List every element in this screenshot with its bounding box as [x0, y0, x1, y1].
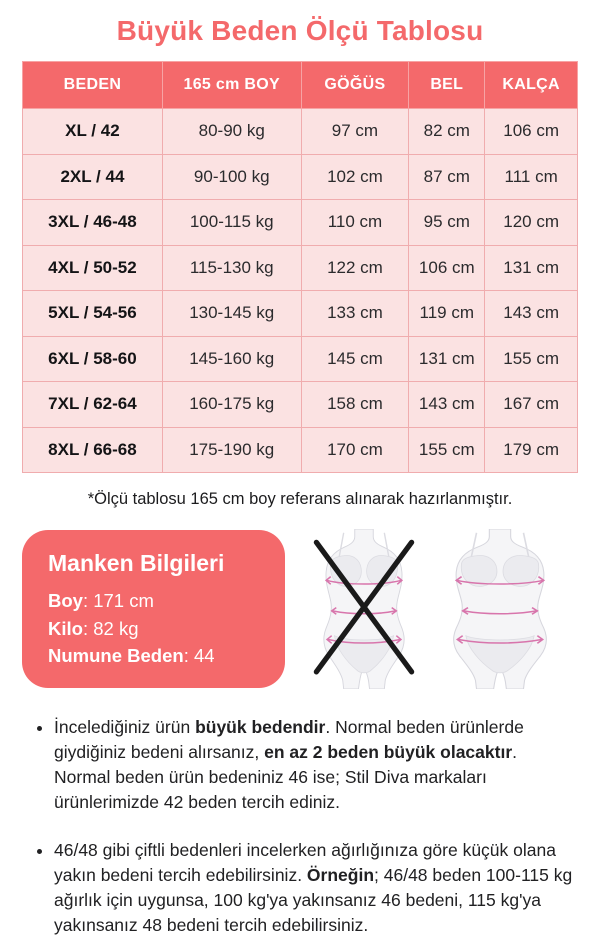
- model-info-field: [48, 642, 259, 670]
- field-value: : 82 kg: [82, 617, 139, 639]
- field-value: : 44: [183, 645, 215, 667]
- note-text-segment: . Normal beden ürün bedeniniz 46 ise; Stil Diva markaları ürünlerimizde 42 beden tercih ediniz.: [54, 741, 517, 812]
- measurement-cell: 95 cm: [409, 200, 485, 246]
- measurement-cell: 133 cm: [301, 291, 409, 337]
- note-text-segment: Örneğin: [306, 865, 375, 886]
- size-cell: 7XL / 62-64: [23, 382, 163, 428]
- field-label: Boy: [48, 589, 83, 611]
- size-chart-body: [23, 109, 578, 473]
- table-row: [23, 336, 578, 382]
- table-row: [23, 109, 578, 155]
- note-text-segment: İncelediğiniz ürün: [54, 717, 196, 737]
- table-row: [23, 382, 578, 428]
- model-info-card: [22, 530, 285, 688]
- size-cell: 2XL / 44: [23, 154, 163, 200]
- table-row: [23, 154, 578, 200]
- measurement-cell: 131 cm: [409, 336, 485, 382]
- column-header: KALÇA: [485, 62, 578, 109]
- measurement-cell: 155 cm: [485, 336, 578, 382]
- measurement-cell: 80-90 kg: [162, 109, 301, 155]
- measurement-cell: 143 cm: [409, 382, 485, 428]
- measurement-cell: 115-130 kg: [162, 245, 301, 291]
- model-info-fields: [48, 587, 259, 670]
- column-header: GÖĞÜS: [301, 62, 409, 109]
- measurement-cell: 145 cm: [301, 336, 409, 382]
- measurement-cell: 87 cm: [409, 154, 485, 200]
- measurement-cell: 170 cm: [301, 427, 409, 473]
- note-text-segment: en az 2 beden büyük olacaktır: [264, 741, 513, 762]
- measurement-cell: 155 cm: [409, 427, 485, 473]
- measurement-cell: 145-160 kg: [162, 336, 301, 382]
- note-text-segment: . Normal beden ürünlerde giydiğiniz bedeni alırsanız,: [54, 717, 524, 762]
- note-text-segment: büyük bedendir: [195, 717, 326, 737]
- measurement-cell: 131 cm: [485, 245, 578, 291]
- size-cell: 3XL / 46-48: [23, 200, 163, 246]
- model-info-section: [22, 529, 578, 689]
- measurement-cell: 130-145 kg: [162, 291, 301, 337]
- measurement-cell: 122 cm: [301, 245, 409, 291]
- column-header: BEL: [409, 62, 485, 109]
- body-illustrations: [285, 529, 578, 689]
- size-cell: 6XL / 58-60: [23, 336, 163, 382]
- measurement-cell: 167 cm: [485, 382, 578, 428]
- size-chart-header: [23, 62, 578, 109]
- measurement-cell: 111 cm: [485, 154, 578, 200]
- measurement-cell: 120 cm: [485, 200, 578, 246]
- measurement-cell: 179 cm: [485, 427, 578, 473]
- column-header: 165 cm BOY: [162, 62, 301, 109]
- measurement-cell: 102 cm: [301, 154, 409, 200]
- note-item: [54, 715, 578, 814]
- field-value: : 171 cm: [82, 589, 154, 611]
- measurement-cell: 90-100 kg: [162, 154, 301, 200]
- measurement-cell: 82 cm: [409, 109, 485, 155]
- measurement-cell: 175-190 kg: [162, 427, 301, 473]
- measurement-cell: 100-115 kg: [162, 200, 301, 246]
- table-row: [23, 245, 578, 291]
- measurement-cell: 97 cm: [301, 109, 409, 155]
- measurement-cell: 106 cm: [409, 245, 485, 291]
- note-text-segment: ; 46/48 beden 100-115 kg ağırlık için uygunsa, 100 kg'ya yakınsanız 46 bedeni, 115 kg'ya yakınsanız 48 bedeni tercih edebilirsiniz.: [54, 865, 573, 935]
- table-row: [23, 291, 578, 337]
- size-cell: XL / 42: [23, 109, 163, 155]
- page-title: Büyük Beden Ölçü Tablosu: [116, 15, 484, 46]
- header-row: [23, 62, 578, 109]
- size-cell: 8XL / 66-68: [23, 427, 163, 473]
- field-label: Kilo: [48, 617, 83, 639]
- model-info-field: [48, 587, 259, 615]
- column-header: BEDEN: [23, 62, 163, 109]
- measurement-cell: 110 cm: [301, 200, 409, 246]
- measurement-cell: 160-175 kg: [162, 382, 301, 428]
- size-cell: 4XL / 50-52: [23, 245, 163, 291]
- table-row: [23, 427, 578, 473]
- plus-size-body-icon: [439, 529, 561, 689]
- note-item: [54, 838, 578, 937]
- info-notes-list: [30, 715, 578, 938]
- model-info-title: Manken Bilgileri: [48, 549, 225, 576]
- measurement-cell: 106 cm: [485, 109, 578, 155]
- table-row: [23, 200, 578, 246]
- field-label: Numune Beden: [48, 645, 184, 667]
- slim-body-crossed-icon: [303, 529, 425, 689]
- measurement-cell: 119 cm: [409, 291, 485, 337]
- model-info-field: [48, 615, 259, 643]
- size-cell: 5XL / 54-56: [23, 291, 163, 337]
- table-footnote: *Ölçü tablosu 165 cm boy referans alınarak hazırlanmıştır.: [87, 490, 513, 508]
- measurement-cell: 143 cm: [485, 291, 578, 337]
- size-chart-table: [22, 61, 578, 473]
- note-text-segment: 46/48 gibi çiftli bedenleri incelerken ağırlığınıza göre küçük olana yakın bedeni tercih edebilirsiniz.: [54, 840, 556, 886]
- measurement-cell: 158 cm: [301, 382, 409, 428]
